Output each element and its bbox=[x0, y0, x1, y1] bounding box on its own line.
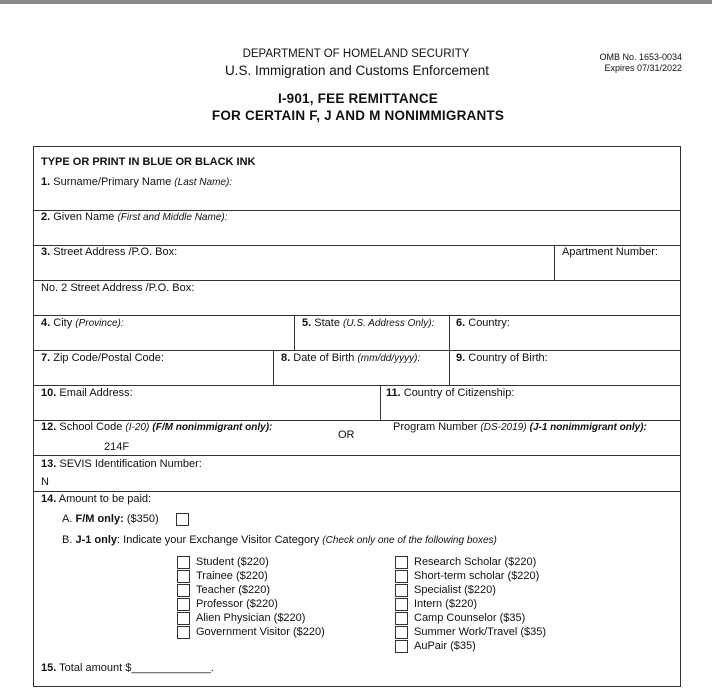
category-label: Student ($220) bbox=[196, 556, 269, 568]
expiration-date: Expires 07/31/2022 bbox=[604, 63, 682, 73]
category-checkbox[interactable] bbox=[395, 584, 408, 597]
category-checkbox[interactable] bbox=[395, 640, 408, 653]
program-number-field[interactable]: Program Number (DS-2019) (J-1 nonimmigrant only): bbox=[393, 421, 647, 433]
category-label: Government Visitor ($220) bbox=[196, 626, 325, 638]
given-name-field[interactable]: 2. Given Name (First and Middle Name): bbox=[41, 211, 228, 223]
category-label: Trainee ($220) bbox=[196, 570, 268, 582]
category-checkbox[interactable] bbox=[177, 570, 190, 583]
form-title-line2: FOR CERTAIN F, J AND M NONIMMIGRANTS bbox=[211, 108, 505, 123]
omb-block bbox=[560, 52, 682, 74]
amount-section-label: 14. Amount to be paid: bbox=[41, 493, 152, 505]
sevis-id-field[interactable]: 13. SEVIS Identification Number: bbox=[41, 458, 202, 470]
fee-form bbox=[33, 146, 681, 687]
category-checkbox[interactable] bbox=[177, 556, 190, 569]
date-of-birth-field[interactable]: 8. Date of Birth (mm/dd/yyyy): bbox=[281, 352, 421, 364]
fm-only-checkbox[interactable] bbox=[176, 513, 189, 526]
street-address-field[interactable]: 3. Street Address /P.O. Box: bbox=[41, 246, 178, 258]
option-a-label: A. F/M only: ($350) bbox=[62, 513, 159, 525]
category-checkbox[interactable] bbox=[177, 626, 190, 639]
category-label: Camp Counselor ($35) bbox=[414, 612, 526, 624]
street-address-2-field[interactable]: No. 2 Street Address /P.O. Box: bbox=[41, 282, 195, 294]
agency-name: U.S. Immigration and Customs Enforcement bbox=[224, 63, 490, 78]
category-checkbox[interactable] bbox=[395, 626, 408, 639]
category-label: Research Scholar ($220) bbox=[414, 556, 537, 568]
category-label: Alien Physician ($220) bbox=[196, 612, 306, 624]
category-label: Specialist ($220) bbox=[414, 584, 496, 596]
country-of-birth-field[interactable]: 9. Country of Birth: bbox=[456, 352, 548, 364]
category-checkbox[interactable] bbox=[177, 612, 190, 625]
category-checkbox[interactable] bbox=[177, 598, 190, 611]
omb-number: OMB No. 1653-0034 bbox=[599, 52, 682, 62]
category-checkbox[interactable] bbox=[177, 584, 190, 597]
city-field[interactable]: 4. City (Province): bbox=[41, 317, 124, 329]
email-field[interactable]: 10. Email Address: bbox=[41, 387, 133, 399]
category-checkbox[interactable] bbox=[395, 556, 408, 569]
department-name: DEPARTMENT OF HOMELAND SECURITY bbox=[242, 48, 470, 60]
category-label: Intern ($220) bbox=[414, 598, 477, 610]
form-title-line1: I-901, FEE REMITTANCE bbox=[278, 91, 438, 106]
ink-instruction: TYPE OR PRINT IN BLUE OR BLACK INK bbox=[41, 156, 256, 168]
top-border bbox=[0, 0, 712, 4]
category-label: Summer Work/Travel ($35) bbox=[414, 626, 547, 638]
country-field[interactable]: 6. Country: bbox=[456, 317, 510, 329]
total-amount-field[interactable]: 15. Total amount $_____________. bbox=[41, 662, 214, 674]
category-label: AuPair ($35) bbox=[414, 640, 476, 652]
school-code-value: 214F bbox=[104, 441, 130, 453]
zip-code-field[interactable]: 7. Zip Code/Postal Code: bbox=[41, 352, 164, 364]
apartment-number-field[interactable]: Apartment Number: bbox=[562, 246, 658, 258]
or-separator: OR bbox=[338, 429, 355, 441]
sevis-id-value: N bbox=[41, 476, 49, 488]
citizenship-field[interactable]: 11. Country of Citizenship: bbox=[386, 387, 515, 399]
category-checkbox[interactable] bbox=[395, 612, 408, 625]
school-code-field[interactable]: 12. School Code (I-20) (F/M nonimmigrant only): bbox=[41, 421, 273, 433]
category-label: Professor ($220) bbox=[196, 598, 278, 610]
category-label: Short-term scholar ($220) bbox=[414, 570, 540, 582]
option-b-label: B. J-1 only: Indicate your Exchange Visitor Category (Check only one of the following boxes) bbox=[62, 534, 497, 546]
category-checkbox[interactable] bbox=[395, 570, 408, 583]
surname-field[interactable]: 1. Surname/Primary Name (Last Name): bbox=[41, 176, 233, 188]
category-checkbox[interactable] bbox=[395, 598, 408, 611]
state-field[interactable]: 5. State (U.S. Address Only): bbox=[302, 317, 435, 329]
category-label: Teacher ($220) bbox=[196, 584, 270, 596]
